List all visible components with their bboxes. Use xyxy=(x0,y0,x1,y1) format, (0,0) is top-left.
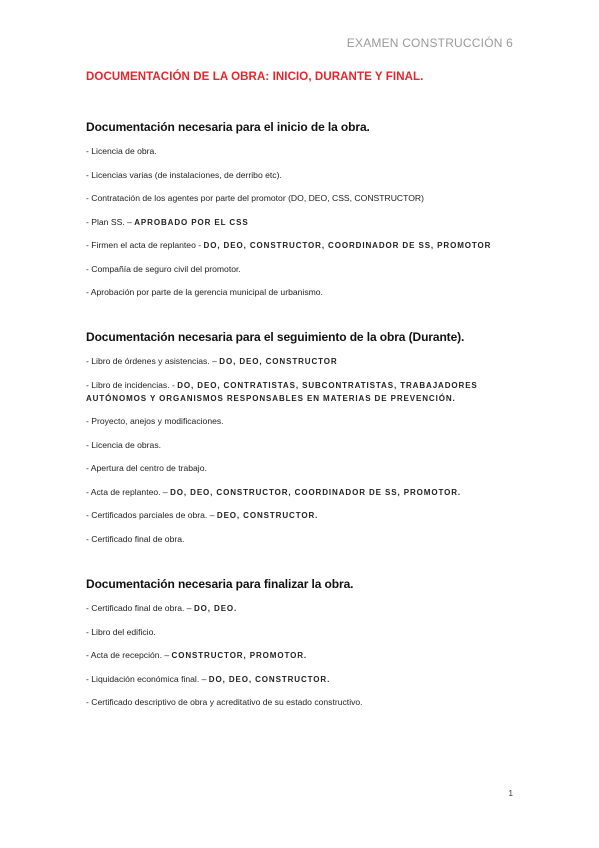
list-item: - Certificado final de obra. xyxy=(86,533,185,544)
list-item: - Plan SS. – APROBADO POR EL CSS xyxy=(86,216,249,227)
list-item: - Acta de recepción. – CONSTRUCTOR, PROMOTOR. xyxy=(86,650,308,660)
list-item: - Acta de replanteo. – DO, DEO, CONSTRUCTOR, COORDINADOR DE SS, PROMOTOR. xyxy=(86,486,462,497)
item-list xyxy=(86,355,526,546)
list-item: - Libro de órdenes y asistencias. – DO, DEO, CONSTRUCTOR xyxy=(86,356,338,366)
list-item: - Proyecto, anejos y modificaciones. xyxy=(86,416,224,426)
list-item: - Certificados parciales de obra. – DEO, CONSTRUCTOR. xyxy=(86,510,319,520)
list-item: - Licencias varias (de instalaciones, de derribo etc). xyxy=(86,169,282,180)
list-item: - Apertura del centro de trabajo. xyxy=(86,463,207,473)
section-durante xyxy=(86,330,526,556)
list-item: - Aprobación por parte de la gerencia municipal de urbanismo. xyxy=(86,287,323,297)
list-item: - Libro de incidencias. - DO, DEO, CONTRATISTAS, SUBCONTRATISTAS, TRABAJADORES AUTÓNOMOS Y ORGANISMOS RESPONSABLES EN MATERIAS DE PREVENCIÓN. xyxy=(86,379,478,403)
list-item: - Certificado descriptivo de obra y acreditativo de su estado constructivo. xyxy=(86,697,363,707)
list-item: - Licencia de obras. xyxy=(86,439,161,450)
list-item: - Contratación de los agentes por parte del promotor (DO, DEO, CSS, CONSTRUCTOR) xyxy=(86,193,424,203)
section-final xyxy=(86,577,526,720)
section-heading: Documentación necesaria para el inicio de la obra. xyxy=(86,120,370,134)
page-header: EXAMEN CONSTRUCCIÓN 6 xyxy=(346,36,513,50)
list-item: - Libro del edificio. xyxy=(86,626,156,637)
document-title: DOCUMENTACIÓN DE LA OBRA: INICIO, DURANTE Y FINAL. xyxy=(86,71,424,83)
list-item: - Firmen el acta de replanteo - DO, DEO, CONSTRUCTOR, COORDINADOR DE SS, PROMOTOR xyxy=(86,240,492,250)
item-list xyxy=(86,145,526,299)
section-inicio xyxy=(86,120,526,310)
list-item: - Certificado final de obra. – DO, DEO. xyxy=(86,603,238,613)
section-heading: Documentación necesaria para finalizar la obra. xyxy=(86,577,354,591)
list-item: - Liquidación económica final. – DO, DEO, CONSTRUCTOR. xyxy=(86,673,331,684)
list-item: - Compañía de seguro civil del promotor. xyxy=(86,263,241,274)
section-heading: Documentación necesaria para el seguimiento de la obra (Durante). xyxy=(86,330,465,344)
list-item: - Licencia de obra. xyxy=(86,146,157,156)
page-number: 1 xyxy=(508,789,513,798)
item-list xyxy=(86,602,526,709)
